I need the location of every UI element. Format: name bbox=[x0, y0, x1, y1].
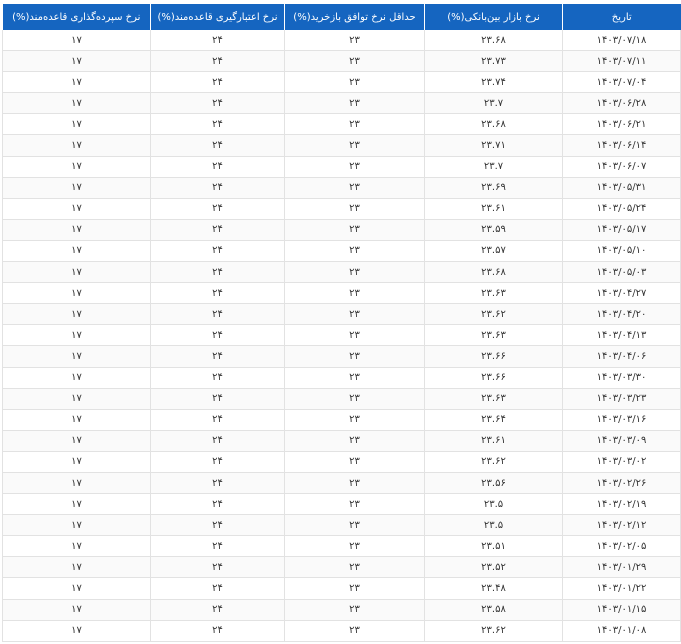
cell-interbank-rate: ۲۳.۵ bbox=[425, 515, 563, 536]
cell-interbank-rate: ۲۳.۵۷ bbox=[425, 240, 563, 261]
cell-date: ۱۴۰۳/۰۷/۱۸ bbox=[563, 30, 681, 51]
cell-lending-facility-rate: ۲۴ bbox=[151, 30, 285, 51]
cell-date: ۱۴۰۳/۰۲/۱۲ bbox=[563, 515, 681, 536]
table-row bbox=[3, 283, 681, 304]
cell-interbank-rate: ۲۳.۷۱ bbox=[425, 135, 563, 156]
cell-deposit-facility-rate: ۱۷ bbox=[3, 430, 151, 451]
cell-interbank-rate: ۲۳.۵۲ bbox=[425, 557, 563, 578]
cell-deposit-facility-rate: ۱۷ bbox=[3, 599, 151, 620]
cell-min-repo-rate: ۲۳ bbox=[285, 240, 425, 261]
cell-interbank-rate: ۲۳.۷۳ bbox=[425, 51, 563, 72]
table-row bbox=[3, 367, 681, 388]
cell-min-repo-rate: ۲۳ bbox=[285, 262, 425, 283]
cell-lending-facility-rate: ۲۴ bbox=[151, 283, 285, 304]
cell-interbank-rate: ۲۳.۶۲ bbox=[425, 451, 563, 472]
cell-min-repo-rate: ۲۳ bbox=[285, 177, 425, 198]
cell-lending-facility-rate: ۲۴ bbox=[151, 367, 285, 388]
cell-lending-facility-rate: ۲۴ bbox=[151, 304, 285, 325]
cell-interbank-rate: ۲۳.۷ bbox=[425, 156, 563, 177]
cell-deposit-facility-rate: ۱۷ bbox=[3, 620, 151, 641]
cell-min-repo-rate: ۲۳ bbox=[285, 367, 425, 388]
table-row bbox=[3, 325, 681, 346]
table-row bbox=[3, 620, 681, 641]
table-row bbox=[3, 472, 681, 493]
cell-lending-facility-rate: ۲۴ bbox=[151, 93, 285, 114]
cell-deposit-facility-rate: ۱۷ bbox=[3, 156, 151, 177]
cell-date: ۱۴۰۳/۰۵/۱۷ bbox=[563, 219, 681, 240]
cell-min-repo-rate: ۲۳ bbox=[285, 51, 425, 72]
cell-interbank-rate: ۲۳.۵۹ bbox=[425, 219, 563, 240]
cell-min-repo-rate: ۲۳ bbox=[285, 346, 425, 367]
cell-lending-facility-rate: ۲۴ bbox=[151, 262, 285, 283]
cell-min-repo-rate: ۲۳ bbox=[285, 430, 425, 451]
table-body bbox=[3, 30, 681, 641]
cell-min-repo-rate: ۲۳ bbox=[285, 156, 425, 177]
cell-interbank-rate: ۲۳.۶۳ bbox=[425, 325, 563, 346]
table-row bbox=[3, 599, 681, 620]
cell-deposit-facility-rate: ۱۷ bbox=[3, 451, 151, 472]
cell-deposit-facility-rate: ۱۷ bbox=[3, 346, 151, 367]
cell-date: ۱۴۰۳/۰۴/۲۷ bbox=[563, 283, 681, 304]
table-row bbox=[3, 536, 681, 557]
table-row bbox=[3, 515, 681, 536]
cell-date: ۱۴۰۳/۰۴/۱۳ bbox=[563, 325, 681, 346]
cell-lending-facility-rate: ۲۴ bbox=[151, 219, 285, 240]
cell-date: ۱۴۰۳/۰۲/۲۶ bbox=[563, 472, 681, 493]
cell-deposit-facility-rate: ۱۷ bbox=[3, 72, 151, 93]
header-date: تاریخ bbox=[563, 4, 681, 30]
cell-date: ۱۴۰۳/۰۶/۰۷ bbox=[563, 156, 681, 177]
cell-deposit-facility-rate: ۱۷ bbox=[3, 494, 151, 515]
cell-deposit-facility-rate: ۱۷ bbox=[3, 409, 151, 430]
cell-lending-facility-rate: ۲۴ bbox=[151, 177, 285, 198]
cell-deposit-facility-rate: ۱۷ bbox=[3, 177, 151, 198]
cell-date: ۱۴۰۳/۰۶/۱۴ bbox=[563, 135, 681, 156]
cell-lending-facility-rate: ۲۴ bbox=[151, 620, 285, 641]
cell-min-repo-rate: ۲۳ bbox=[285, 599, 425, 620]
table-row bbox=[3, 177, 681, 198]
cell-deposit-facility-rate: ۱۷ bbox=[3, 198, 151, 219]
cell-min-repo-rate: ۲۳ bbox=[285, 304, 425, 325]
cell-date: ۱۴۰۳/۰۴/۰۶ bbox=[563, 346, 681, 367]
rates-table bbox=[2, 4, 681, 642]
cell-interbank-rate: ۲۳.۶۴ bbox=[425, 409, 563, 430]
cell-lending-facility-rate: ۲۴ bbox=[151, 578, 285, 599]
cell-interbank-rate: ۲۳.۶۸ bbox=[425, 30, 563, 51]
cell-deposit-facility-rate: ۱۷ bbox=[3, 30, 151, 51]
cell-interbank-rate: ۲۳.۶۹ bbox=[425, 177, 563, 198]
table-row bbox=[3, 240, 681, 261]
table-row bbox=[3, 72, 681, 93]
cell-min-repo-rate: ۲۳ bbox=[285, 325, 425, 346]
header-interbank-rate: نرخ بازار بین‌بانکی(%) bbox=[425, 4, 563, 30]
cell-min-repo-rate: ۲۳ bbox=[285, 93, 425, 114]
cell-date: ۱۴۰۳/۰۷/۰۴ bbox=[563, 72, 681, 93]
cell-lending-facility-rate: ۲۴ bbox=[151, 451, 285, 472]
cell-lending-facility-rate: ۲۴ bbox=[151, 51, 285, 72]
table-row bbox=[3, 156, 681, 177]
cell-date: ۱۴۰۳/۰۱/۰۸ bbox=[563, 620, 681, 641]
cell-lending-facility-rate: ۲۴ bbox=[151, 346, 285, 367]
cell-min-repo-rate: ۲۳ bbox=[285, 578, 425, 599]
cell-lending-facility-rate: ۲۴ bbox=[151, 240, 285, 261]
cell-date: ۱۴۰۳/۰۵/۲۴ bbox=[563, 198, 681, 219]
table-row bbox=[3, 430, 681, 451]
cell-deposit-facility-rate: ۱۷ bbox=[3, 240, 151, 261]
cell-deposit-facility-rate: ۱۷ bbox=[3, 219, 151, 240]
cell-min-repo-rate: ۲۳ bbox=[285, 388, 425, 409]
cell-interbank-rate: ۲۳.۵۶ bbox=[425, 472, 563, 493]
cell-lending-facility-rate: ۲۴ bbox=[151, 536, 285, 557]
cell-deposit-facility-rate: ۱۷ bbox=[3, 51, 151, 72]
cell-date: ۱۴۰۳/۰۳/۳۰ bbox=[563, 367, 681, 388]
cell-date: ۱۴۰۳/۰۱/۲۹ bbox=[563, 557, 681, 578]
cell-lending-facility-rate: ۲۴ bbox=[151, 409, 285, 430]
cell-interbank-rate: ۲۳.۷ bbox=[425, 93, 563, 114]
header-min-repo-rate: حداقل نرخ توافق بازخرید(%) bbox=[285, 4, 425, 30]
cell-date: ۱۴۰۳/۰۵/۳۱ bbox=[563, 177, 681, 198]
cell-date: ۱۴۰۳/۰۳/۰۲ bbox=[563, 451, 681, 472]
cell-min-repo-rate: ۲۳ bbox=[285, 30, 425, 51]
table-row bbox=[3, 494, 681, 515]
table-row bbox=[3, 219, 681, 240]
cell-lending-facility-rate: ۲۴ bbox=[151, 472, 285, 493]
cell-interbank-rate: ۲۳.۶۶ bbox=[425, 367, 563, 388]
cell-min-repo-rate: ۲۳ bbox=[285, 283, 425, 304]
table-row bbox=[3, 451, 681, 472]
table-row bbox=[3, 114, 681, 135]
cell-min-repo-rate: ۲۳ bbox=[285, 451, 425, 472]
cell-deposit-facility-rate: ۱۷ bbox=[3, 93, 151, 114]
cell-deposit-facility-rate: ۱۷ bbox=[3, 135, 151, 156]
cell-interbank-rate: ۲۳.۶۳ bbox=[425, 388, 563, 409]
cell-date: ۱۴۰۳/۰۵/۱۰ bbox=[563, 240, 681, 261]
table-row bbox=[3, 93, 681, 114]
cell-interbank-rate: ۲۳.۶۶ bbox=[425, 346, 563, 367]
cell-deposit-facility-rate: ۱۷ bbox=[3, 578, 151, 599]
cell-lending-facility-rate: ۲۴ bbox=[151, 494, 285, 515]
cell-lending-facility-rate: ۲۴ bbox=[151, 72, 285, 93]
cell-lending-facility-rate: ۲۴ bbox=[151, 599, 285, 620]
cell-date: ۱۴۰۳/۰۲/۰۵ bbox=[563, 536, 681, 557]
cell-date: ۱۴۰۳/۰۳/۱۶ bbox=[563, 409, 681, 430]
cell-date: ۱۴۰۳/۰۵/۰۳ bbox=[563, 262, 681, 283]
cell-min-repo-rate: ۲۳ bbox=[285, 494, 425, 515]
table-row bbox=[3, 262, 681, 283]
table-row bbox=[3, 557, 681, 578]
cell-date: ۱۴۰۳/۰۷/۱۱ bbox=[563, 51, 681, 72]
cell-interbank-rate: ۲۳.۶۲ bbox=[425, 304, 563, 325]
cell-deposit-facility-rate: ۱۷ bbox=[3, 262, 151, 283]
cell-date: ۱۴۰۳/۰۱/۲۲ bbox=[563, 578, 681, 599]
cell-interbank-rate: ۲۳.۶۸ bbox=[425, 262, 563, 283]
cell-min-repo-rate: ۲۳ bbox=[285, 409, 425, 430]
header-lending-facility-rate: نرخ اعتبارگیری قاعده‌مند(%) bbox=[151, 4, 285, 30]
table-row bbox=[3, 304, 681, 325]
table-row bbox=[3, 346, 681, 367]
cell-interbank-rate: ۲۳.۵۱ bbox=[425, 536, 563, 557]
cell-date: ۱۴۰۳/۰۳/۲۳ bbox=[563, 388, 681, 409]
table-row bbox=[3, 135, 681, 156]
cell-min-repo-rate: ۲۳ bbox=[285, 135, 425, 156]
cell-lending-facility-rate: ۲۴ bbox=[151, 135, 285, 156]
cell-min-repo-rate: ۲۳ bbox=[285, 72, 425, 93]
cell-interbank-rate: ۲۳.۵ bbox=[425, 494, 563, 515]
table-row bbox=[3, 409, 681, 430]
cell-lending-facility-rate: ۲۴ bbox=[151, 557, 285, 578]
cell-interbank-rate: ۲۳.۴۸ bbox=[425, 578, 563, 599]
cell-min-repo-rate: ۲۳ bbox=[285, 557, 425, 578]
cell-deposit-facility-rate: ۱۷ bbox=[3, 536, 151, 557]
cell-min-repo-rate: ۲۳ bbox=[285, 515, 425, 536]
cell-lending-facility-rate: ۲۴ bbox=[151, 388, 285, 409]
cell-deposit-facility-rate: ۱۷ bbox=[3, 367, 151, 388]
table-row bbox=[3, 578, 681, 599]
cell-min-repo-rate: ۲۳ bbox=[285, 219, 425, 240]
cell-deposit-facility-rate: ۱۷ bbox=[3, 557, 151, 578]
cell-interbank-rate: ۲۳.۶۱ bbox=[425, 198, 563, 219]
table-row bbox=[3, 198, 681, 219]
cell-date: ۱۴۰۳/۰۳/۰۹ bbox=[563, 430, 681, 451]
cell-date: ۱۴۰۳/۰۱/۱۵ bbox=[563, 599, 681, 620]
cell-lending-facility-rate: ۲۴ bbox=[151, 325, 285, 346]
cell-min-repo-rate: ۲۳ bbox=[285, 114, 425, 135]
cell-interbank-rate: ۲۳.۶۳ bbox=[425, 283, 563, 304]
cell-deposit-facility-rate: ۱۷ bbox=[3, 388, 151, 409]
cell-date: ۱۴۰۳/۰۶/۲۱ bbox=[563, 114, 681, 135]
header-row bbox=[3, 4, 681, 30]
cell-interbank-rate: ۲۳.۵۸ bbox=[425, 599, 563, 620]
table-header bbox=[3, 4, 681, 30]
cell-interbank-rate: ۲۳.۷۴ bbox=[425, 72, 563, 93]
header-deposit-facility-rate: نرخ سپرده‌گذاری قاعده‌مند(%) bbox=[3, 4, 151, 30]
cell-min-repo-rate: ۲۳ bbox=[285, 536, 425, 557]
table-row bbox=[3, 30, 681, 51]
cell-date: ۱۴۰۳/۰۲/۱۹ bbox=[563, 494, 681, 515]
rates-table-container bbox=[2, 4, 647, 642]
cell-min-repo-rate: ۲۳ bbox=[285, 472, 425, 493]
cell-lending-facility-rate: ۲۴ bbox=[151, 430, 285, 451]
cell-date: ۱۴۰۳/۰۶/۲۸ bbox=[563, 93, 681, 114]
cell-min-repo-rate: ۲۳ bbox=[285, 620, 425, 641]
cell-deposit-facility-rate: ۱۷ bbox=[3, 515, 151, 536]
cell-lending-facility-rate: ۲۴ bbox=[151, 515, 285, 536]
cell-deposit-facility-rate: ۱۷ bbox=[3, 304, 151, 325]
cell-date: ۱۴۰۳/۰۴/۲۰ bbox=[563, 304, 681, 325]
cell-deposit-facility-rate: ۱۷ bbox=[3, 283, 151, 304]
cell-deposit-facility-rate: ۱۷ bbox=[3, 114, 151, 135]
cell-interbank-rate: ۲۳.۶۲ bbox=[425, 620, 563, 641]
table-row bbox=[3, 388, 681, 409]
cell-lending-facility-rate: ۲۴ bbox=[151, 198, 285, 219]
cell-deposit-facility-rate: ۱۷ bbox=[3, 325, 151, 346]
cell-interbank-rate: ۲۳.۶۸ bbox=[425, 114, 563, 135]
cell-deposit-facility-rate: ۱۷ bbox=[3, 472, 151, 493]
table-row bbox=[3, 51, 681, 72]
cell-lending-facility-rate: ۲۴ bbox=[151, 114, 285, 135]
cell-lending-facility-rate: ۲۴ bbox=[151, 156, 285, 177]
cell-interbank-rate: ۲۳.۶۱ bbox=[425, 430, 563, 451]
cell-min-repo-rate: ۲۳ bbox=[285, 198, 425, 219]
